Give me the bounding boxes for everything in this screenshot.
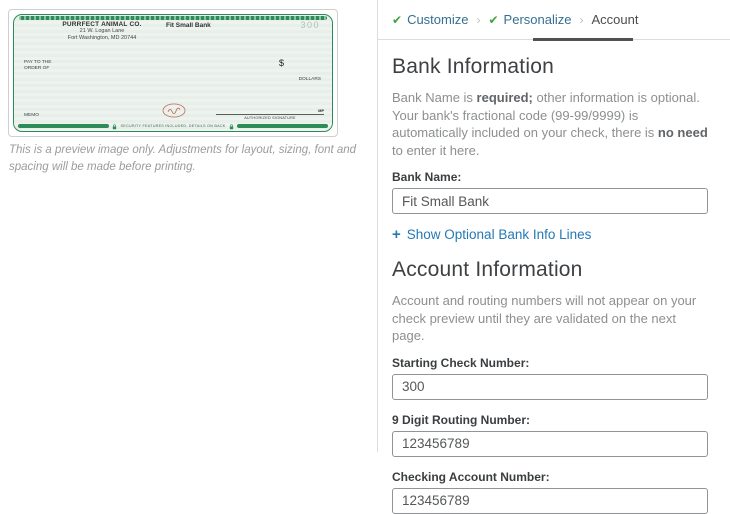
account-information-title: Account Information — [392, 258, 583, 282]
breadcrumb — [378, 0, 730, 40]
show-optional-bank-info-label: Show Optional Bank Info Lines — [406, 227, 592, 243]
chevron-separator-icon: › — [476, 12, 481, 27]
routing-number-label: 9 Digit Routing Number: — [392, 412, 530, 427]
signature-line — [216, 114, 324, 115]
check-bank-name: Fit Small Bank — [166, 22, 211, 29]
routing-number-input[interactable] — [392, 431, 708, 457]
checking-account-number-label: Checking Account Number: — [392, 469, 550, 484]
account-information-intro: Account and routing numbers will not appear on your check preview until they are validated on the next page. — [392, 293, 697, 344]
check-icon: ✔ — [488, 12, 499, 27]
bank-name-label: Bank Name: — [392, 170, 462, 185]
authorized-signature-label: AUTHORIZED SIGNATURE — [244, 116, 296, 120]
show-optional-bank-info-link[interactable] — [392, 227, 708, 242]
starting-check-number-label: Starting Check Number: — [392, 355, 530, 370]
starting-check-number-input[interactable] — [392, 374, 708, 400]
account-panel — [377, 0, 730, 484]
step-personalize[interactable] — [488, 12, 571, 27]
checking-account-number-input[interactable] — [392, 488, 708, 514]
lock-icon — [229, 117, 234, 135]
step-personalize-label: Personalize — [503, 12, 572, 27]
bank-information-intro: Bank Name is required; other information is optional. Your bank's fractional code (99-99/9999) is automatically included on your check, there is no need to enter it here. — [392, 90, 708, 158]
check-number: 300 — [300, 20, 320, 30]
company-address-line2: Fort Washington, MD 20744 — [67, 35, 137, 42]
bank-information-title: Bank Information — [392, 55, 554, 78]
bank-name-group — [392, 170, 708, 214]
routing-number-group — [392, 413, 708, 457]
memo-label: MEMO — [24, 113, 39, 118]
check — [13, 14, 333, 132]
green-bar-left — [18, 124, 109, 128]
security-band-text: SECURITY FEATURES INCLUDED. DETAILS ON BACK — [120, 123, 226, 128]
green-bar-right — [237, 124, 328, 128]
security-band — [18, 122, 328, 129]
active-step-underline — [533, 38, 633, 41]
signature-mp-mark: MP — [318, 109, 324, 113]
check-icon: ✔ — [392, 12, 403, 27]
company-name: PURRFECT ANIMAL CO. — [62, 21, 142, 28]
panel-content — [378, 40, 730, 514]
security-microprint-band — [19, 16, 327, 20]
dollar-sign: $ — [278, 58, 284, 68]
dollars-label: DOLLARS — [298, 77, 321, 82]
plus-icon: + — [392, 226, 401, 244]
company-address-line1: 21 W. Logan Lane — [79, 28, 125, 34]
seal-stamp-icon — [162, 103, 186, 123]
step-account-label: Account — [591, 12, 639, 27]
step-account — [591, 12, 638, 27]
chevron-separator-icon: › — [579, 12, 584, 27]
check-preview-image — [8, 9, 338, 137]
starting-check-number-group — [392, 356, 708, 400]
step-customize-label: Customize — [407, 12, 469, 27]
checking-account-number-group — [392, 470, 708, 514]
pay-to-label: PAY TO THE ORDER OF — [24, 60, 52, 72]
lock-icon — [112, 117, 117, 135]
bank-name-input[interactable] — [392, 188, 708, 214]
preview-disclaimer: This is a preview image only. Adjustments for layout, sizing, font and spacing will be made before printing. — [9, 144, 357, 173]
check-company-block — [42, 21, 162, 42]
step-customize[interactable] — [392, 12, 468, 27]
